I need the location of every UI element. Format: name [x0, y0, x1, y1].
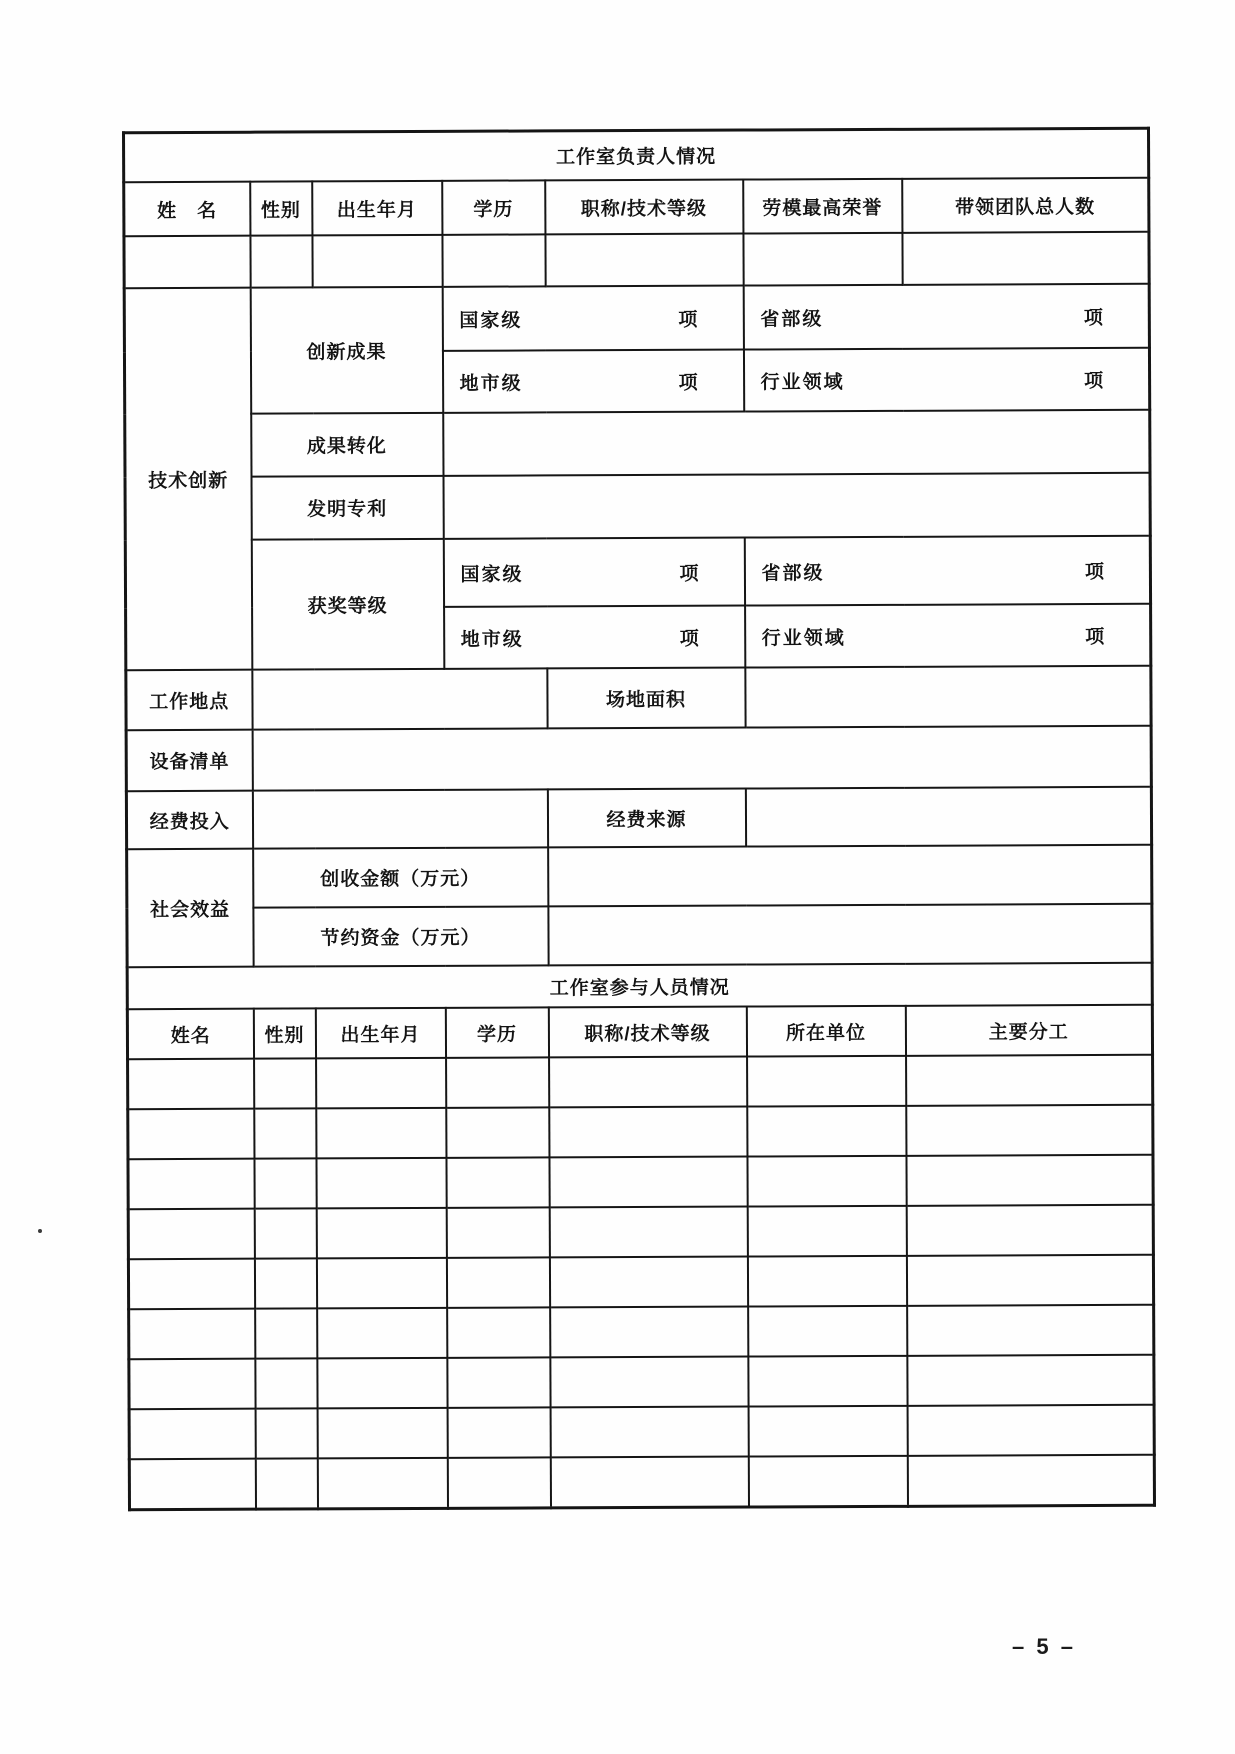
empty-cell [252, 789, 547, 848]
empty-cell [128, 1109, 254, 1160]
header-education: 学历 [445, 1007, 548, 1057]
empty-cell [907, 1405, 1154, 1456]
empty-cell [255, 1408, 317, 1458]
empty-cell [447, 1407, 550, 1457]
scan-speck [38, 1229, 42, 1233]
empty-cell [129, 1309, 255, 1360]
empty-cell [255, 1458, 317, 1509]
empty-cell [907, 1305, 1154, 1356]
empty-cell [128, 1209, 254, 1260]
empty-cell [442, 234, 545, 286]
empty-cell [252, 668, 547, 729]
achievement-transform-label: 成果转化 [251, 413, 443, 477]
header-birthdate: 出生年月 [312, 181, 442, 236]
empty-cell [549, 1257, 747, 1308]
empty-cell [128, 1159, 254, 1210]
header-name: 姓名 [127, 1009, 253, 1060]
participants-section-title-row [127, 963, 1152, 1009]
municipal-level-label: 地市级 [460, 629, 524, 651]
header-gender: 性别 [253, 1008, 315, 1058]
empty-cell [447, 1457, 550, 1508]
empty-cell [550, 1307, 748, 1358]
tech-innovation-label: 技术创新 [124, 288, 252, 671]
empty-cell [906, 1255, 1153, 1306]
national-level-label: 国家级 [460, 564, 524, 586]
invention-patent-row [125, 473, 1150, 540]
empty-cell [743, 233, 902, 286]
invention-patent-label: 发明专利 [251, 476, 443, 540]
empty-cell [550, 1357, 748, 1408]
empty-cell [748, 1406, 907, 1457]
empty-cell [748, 1306, 907, 1357]
participants-rows [128, 1055, 1155, 1510]
provincial-level-label: 省部级 [760, 308, 824, 330]
header-gender: 性别 [250, 181, 312, 235]
empty-cell [549, 1057, 747, 1108]
innovation-results-label: 创新成果 [250, 287, 443, 414]
award-industry-cell [745, 604, 1151, 668]
participants-empty-row [128, 1105, 1153, 1159]
empty-cell [254, 1158, 316, 1208]
provincial-level-label: 省部级 [761, 562, 825, 584]
count-unit-label: 项 [1085, 626, 1105, 648]
empty-cell [548, 904, 1152, 966]
empty-cell [906, 1155, 1153, 1206]
count-unit-label: 项 [678, 372, 698, 394]
empty-cell [747, 1156, 906, 1207]
innovation-results-row-1 [124, 284, 1149, 352]
funding-row [126, 787, 1151, 849]
empty-cell [316, 1158, 446, 1209]
empty-cell [446, 1107, 549, 1157]
social-benefit-label: 社会效益 [127, 849, 254, 968]
header-main-duty: 主要分工 [905, 1005, 1152, 1056]
empty-cell [902, 232, 1149, 285]
empty-cell [254, 1258, 316, 1308]
empty-cell [748, 1456, 907, 1507]
participants-empty-row [129, 1455, 1154, 1510]
empty-cell [254, 1058, 316, 1108]
empty-cell [549, 1207, 747, 1258]
count-unit-label: 项 [1084, 561, 1105, 583]
empty-cell [254, 1208, 316, 1258]
municipal-level-label: 地市级 [459, 373, 523, 395]
header-model-honor: 劳模最高荣誉 [743, 179, 902, 234]
empty-cell [255, 1358, 317, 1408]
header-title-grade: 职称/技术等级 [545, 180, 743, 235]
empty-cell [317, 1408, 447, 1459]
empty-cell [250, 235, 312, 287]
achievement-transform-row [125, 410, 1150, 477]
award-level-row-1 [125, 536, 1150, 608]
empty-cell [906, 1205, 1153, 1256]
empty-cell [745, 787, 1151, 847]
participants-empty-row [129, 1305, 1154, 1359]
empty-cell [447, 1307, 550, 1357]
header-work-unit: 所在单位 [746, 1006, 905, 1057]
empty-cell [317, 1358, 447, 1409]
header-title-grade: 职称/技术等级 [548, 1007, 746, 1058]
empty-cell [443, 473, 1150, 539]
empty-cell [443, 410, 1150, 476]
empty-cell [548, 845, 1152, 907]
page-number: – 5 – [1012, 1634, 1076, 1659]
innovation-industry-cell [743, 348, 1149, 412]
innovation-national-cell [442, 286, 743, 351]
empty-cell [124, 236, 250, 289]
empty-cell [549, 1157, 747, 1208]
empty-cell [545, 234, 743, 287]
social-benefit-row-1 [127, 845, 1152, 908]
empty-cell [745, 666, 1151, 728]
count-unit-label: 项 [679, 563, 699, 585]
empty-cell [316, 1058, 446, 1109]
count-unit-label: 项 [678, 309, 698, 331]
award-municipal-cell [444, 606, 745, 669]
empty-cell [317, 1308, 447, 1359]
empty-cell [254, 1108, 316, 1158]
funding-input-label: 经费投入 [126, 791, 252, 850]
empty-cell [747, 1256, 906, 1307]
empty-cell [316, 1108, 446, 1159]
participants-section-title: 工作室参与人员情况 [127, 963, 1152, 1009]
innovation-municipal-cell [442, 350, 743, 413]
empty-cell [317, 1458, 447, 1509]
empty-cell [906, 1105, 1153, 1156]
header-team-size: 带领团队总人数 [902, 178, 1149, 233]
empty-cell [747, 1056, 906, 1107]
participants-empty-row [128, 1205, 1153, 1259]
leader-header-row [124, 178, 1149, 236]
empty-cell [747, 1206, 906, 1257]
empty-cell [129, 1359, 255, 1410]
industry-field-label: 行业领域 [761, 627, 846, 649]
empty-cell [252, 726, 1151, 791]
participants-empty-row [129, 1405, 1154, 1459]
national-level-label: 国家级 [459, 310, 523, 332]
empty-cell [129, 1409, 255, 1460]
participants-empty-row [128, 1255, 1153, 1309]
award-level-label: 获奖等级 [251, 539, 444, 670]
site-area-label: 场地面积 [547, 668, 745, 729]
empty-cell [312, 235, 442, 288]
count-unit-label: 项 [1083, 307, 1103, 329]
empty-cell [255, 1308, 317, 1358]
equipment-list-row [126, 726, 1151, 791]
participants-empty-row [128, 1055, 1153, 1109]
award-provincial-cell [744, 536, 1150, 606]
count-unit-label: 项 [679, 628, 699, 650]
leader-section-title: 工作室负责人情况 [124, 128, 1149, 182]
empty-cell [128, 1259, 254, 1310]
participants-header-row [127, 1005, 1152, 1059]
revenue-amount-label: 创收金额（万元） [253, 847, 548, 907]
work-location-row [126, 666, 1151, 730]
savings-amount-label: 节约资金（万元） [253, 906, 548, 966]
empty-cell [447, 1357, 550, 1407]
empty-cell [748, 1356, 907, 1407]
empty-cell [549, 1107, 747, 1158]
empty-cell [316, 1258, 446, 1309]
empty-cell [550, 1457, 748, 1508]
empty-cell [446, 1207, 549, 1257]
empty-cell [907, 1455, 1154, 1507]
empty-cell [316, 1208, 446, 1259]
award-national-cell [443, 538, 744, 607]
work-location-label: 工作地点 [126, 670, 252, 731]
workstation-form-table [122, 127, 1156, 1511]
header-education: 学历 [442, 180, 545, 234]
leader-blank-row [124, 232, 1149, 288]
equipment-list-label: 设备清单 [126, 730, 252, 792]
empty-cell [128, 1059, 254, 1110]
header-name: 姓 名 [124, 182, 250, 237]
empty-cell [446, 1157, 549, 1207]
empty-cell [129, 1459, 255, 1510]
funding-source-label: 经费来源 [547, 789, 745, 848]
industry-field-label: 行业领域 [760, 371, 845, 393]
leader-section-title-row [124, 128, 1149, 182]
empty-cell [550, 1407, 748, 1458]
participants-empty-row [128, 1155, 1153, 1209]
header-birthdate: 出生年月 [315, 1008, 445, 1059]
empty-cell [906, 1055, 1153, 1106]
empty-cell [446, 1057, 549, 1107]
empty-cell [747, 1106, 906, 1157]
empty-cell [446, 1257, 549, 1307]
participants-empty-row [129, 1355, 1154, 1409]
empty-cell [907, 1355, 1154, 1406]
social-benefit-row-2 [127, 904, 1152, 967]
count-unit-label: 项 [1084, 370, 1104, 392]
innovation-provincial-cell [743, 284, 1149, 350]
